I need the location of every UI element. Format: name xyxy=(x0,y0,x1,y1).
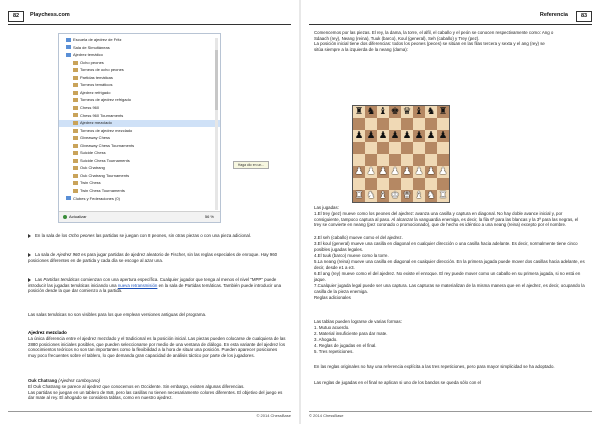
folder-icon xyxy=(66,196,71,200)
tree-item-label: Escuela de ajedrez de Fritz xyxy=(73,37,122,42)
board-icon xyxy=(73,76,78,80)
black-pawn-icon: ♟ xyxy=(426,130,436,141)
board-square xyxy=(377,190,389,202)
white-pawn-icon: ♟ xyxy=(426,166,436,177)
tree-item-label: Torneos temáticos xyxy=(80,82,113,88)
black-pawn-icon: ♟ xyxy=(402,130,412,141)
white-bishop-icon: ♝ xyxy=(378,190,388,201)
white-knight-icon: ♞ xyxy=(426,190,436,201)
draw-rule: 3. Ahogado. xyxy=(314,337,338,342)
tree-item-label: Ajedrez temático xyxy=(73,52,103,58)
tree-item-label: Ocho peones xyxy=(80,59,104,65)
board-square xyxy=(413,106,425,118)
board-square xyxy=(377,130,389,142)
section-body-ouk-chatrang: El Ouk Chatrang se parece al ajedrez que conocemos en Occidente. Sin embargo, existen algunas diferencias. Las partidas se juegan en un tablero de 8x8, pero las casillas no tienen necesariamente colores diferentes. El objetivo del juego es dar mate al rey. El ahogado se considera tablas, como en nuestro ajedrez. xyxy=(28,384,283,401)
intro-paragraph: Comencemos por las piezas. El rey, la dama, la torre, el alfil, el caballo y el peón se conocen respectivamente como: Ang o Sdaach (rey), Neang (reina), Tuuk (barco), Koul (general), Seh (caballo) y Trey (pez). La posición inicial tiene dos diferencias: todos los peones (peces) se sitúan en las filas tercera y sexta y el ang (rey) se sitúa siempre a la izquierda de la neang (dama): xyxy=(314,30,554,53)
board-square xyxy=(377,142,389,154)
black-pawn-icon: ♟ xyxy=(414,130,424,141)
draw-rule: 1. Mutuo acuerdo. xyxy=(314,325,350,330)
tree-item[interactable] xyxy=(59,37,220,44)
tree-item[interactable] xyxy=(59,173,220,180)
board-icon xyxy=(73,68,78,72)
section-heading-ajedrez-mezclado: Ajedrez mezclado xyxy=(28,330,67,335)
board-icon xyxy=(73,121,78,125)
tree-item-label: Twin Chess Tournaments xyxy=(80,188,125,193)
tree-item[interactable] xyxy=(59,150,220,157)
tree-item[interactable] xyxy=(59,196,220,203)
black-queen-icon: ♛ xyxy=(402,106,412,117)
draw-rule: 4. Reglas de jugadas en el final. xyxy=(314,343,377,348)
tree-item[interactable] xyxy=(59,82,220,89)
white-rook-icon: ♜ xyxy=(354,190,364,201)
board-square xyxy=(377,154,389,166)
board-square xyxy=(437,190,449,202)
bullet-partidas-tematicas: Las Partidas temáticas comienzan con una apertura específica. Cualquier jugador que tenga al menos el nivel "MPP" puede introducir las jugadas temáticas iniciando una nueva retransmisión en la sala de Partidas temáticas. También puede introducir una posición desde la que dar comienzo a la partida. xyxy=(28,277,282,294)
tree-item[interactable] xyxy=(59,128,220,135)
tree-item[interactable] xyxy=(59,180,220,187)
refresh-label[interactable]: Actualizar xyxy=(69,214,87,219)
board-square xyxy=(425,166,437,178)
board-icon xyxy=(73,151,78,155)
board-square xyxy=(437,118,449,130)
board-square xyxy=(353,154,365,166)
refresh-icon[interactable] xyxy=(63,215,67,219)
section-body-ajedrez-mezclado: La única diferencia entre el ajedrez mezclado y el tradicional es la posición inicial. Las piezas pueden colocarse de cualquiera de las 2880 posiciones iniciales posibles, que pueden seleccionarse por medio de una ventana de diálogo. En esta variante del ajedrez los conocimientos teóricos no son tan importantes como la flexibilidad a la hora de situar una posición. Pueden aparecer posiciones muy poco frecuentes sobre el tablero, lo que demanda gran capacidad de análisis táctico por parte de los jugadores. xyxy=(28,336,286,359)
tree-item-label: Ouk Chatrang xyxy=(80,165,105,171)
black-rook-icon: ♜ xyxy=(354,106,364,117)
board-icon xyxy=(73,144,78,148)
repetition-note: En las reglas originales no hay una referencia explícita a las tres repeticiones, pero para mayor simplicidad se ha adoptado. xyxy=(314,364,555,369)
white-bishop-icon: ♝ xyxy=(414,190,424,201)
board-square xyxy=(353,142,365,154)
tree-item[interactable] xyxy=(59,67,220,74)
tree-item-label: Chess 960 xyxy=(80,104,100,110)
board-square xyxy=(389,166,401,178)
white-queen-icon: ♛ xyxy=(402,190,412,201)
board-icon xyxy=(73,136,78,140)
board-square xyxy=(365,106,377,118)
tree-item-label: Ajedrez refrigado xyxy=(80,89,111,95)
board-icon xyxy=(73,181,78,185)
tree-tooltip: Haga clic en un... xyxy=(233,161,269,169)
black-knight-icon: ♞ xyxy=(426,106,436,117)
board-square xyxy=(437,142,449,154)
black-bishop-icon: ♝ xyxy=(378,106,388,117)
board-icon xyxy=(73,189,78,193)
board-square xyxy=(413,142,425,154)
endings-title: Las tablas pueden lograrse de varias formas: xyxy=(314,319,402,324)
tree-item-label: Partidas temáticas xyxy=(80,74,113,80)
board-square xyxy=(365,142,377,154)
board-square xyxy=(365,130,377,142)
board-icon xyxy=(73,166,78,170)
tree-item[interactable] xyxy=(59,105,220,112)
black-knight-icon: ♞ xyxy=(366,106,376,117)
tree-item-label: Suicide Chess xyxy=(80,150,106,156)
board-square xyxy=(365,178,377,190)
tree-scrollbar[interactable] xyxy=(215,38,218,210)
tree-item-label: Torneos de ocho peones xyxy=(80,67,124,73)
bullet-ajedrez-960: La sala de Ajedrez 960 es para jugar partidas de ajedrez aleatorio de Fischer, sin las reglas especiales de enroque. Hay 960 posiciones diferentes en de partida y cada día se escoge al azar una. xyxy=(28,252,278,263)
board-square xyxy=(389,142,401,154)
move-rule: 7.Cualquier jugada legal puede ser una captura. Las capturas se materializan de la misma manera que en el ajedrez, es decir, ocupando la casilla de la pieza enemiga. xyxy=(314,283,585,294)
board-square xyxy=(353,130,365,142)
move-rule: 6.El ang (rey) mueve como el del ajedrez. No existe el enroque. El rey puede mover como un caballo en su primera jugada, si no está en jaque. xyxy=(314,271,581,282)
bullet-arrow-icon xyxy=(28,253,31,257)
tree-item-label: Torneos de ajedrez mezclado xyxy=(80,127,133,133)
black-king-icon: ♚ xyxy=(390,106,400,117)
status-percent: 56 % xyxy=(204,214,214,219)
board-square xyxy=(401,190,413,202)
right-page-header xyxy=(309,10,592,25)
tree-item[interactable] xyxy=(59,165,220,172)
bullet-arrow-icon xyxy=(28,278,31,282)
tree-item[interactable] xyxy=(59,97,220,104)
board-square xyxy=(425,142,437,154)
draw-rule: 5. Tres repeticiones. xyxy=(314,349,354,354)
board-square xyxy=(389,130,401,142)
left-page-header xyxy=(8,10,291,25)
board-square xyxy=(401,106,413,118)
tree-item[interactable] xyxy=(59,158,220,165)
board-square xyxy=(365,154,377,166)
white-pawn-icon: ♟ xyxy=(366,166,376,177)
folder-icon xyxy=(66,38,71,42)
board-icon xyxy=(73,83,78,87)
tree-item-label: Torneos de ajedrez refrigado xyxy=(80,97,131,103)
tree-item-label: Chess 960 Tournaments xyxy=(80,112,124,118)
board-icon xyxy=(73,106,78,110)
white-king-icon: ♚ xyxy=(390,190,400,201)
white-pawn-icon: ♟ xyxy=(378,166,388,177)
board-square xyxy=(365,118,377,130)
tree-item-label: Ouk Chatrang Tournaments xyxy=(80,172,130,178)
board-square xyxy=(353,166,365,178)
board-square xyxy=(425,190,437,202)
note-paragraph: Las salas temáticas no son visibles para los que emplean versiones antiguas del programa. xyxy=(28,312,207,317)
tree-item-label: Ajedrez mezclado xyxy=(80,120,112,126)
left-page-number: 82 xyxy=(8,11,24,22)
right-page-number: 83 xyxy=(576,11,592,22)
board-square xyxy=(377,166,389,178)
nueva-retransmision-link[interactable]: nueva retransmisión xyxy=(117,282,158,288)
room-tree-panel xyxy=(58,33,265,223)
tree-item-label: Giveaway Chess Tournaments xyxy=(80,142,135,148)
tree-item-label: Twin Chess xyxy=(80,180,101,186)
board-square xyxy=(425,154,437,166)
black-pawn-icon: ♟ xyxy=(378,130,388,141)
move-rule: Reglas adicionales xyxy=(314,295,351,300)
black-bishop-icon: ♝ xyxy=(414,106,424,117)
tree-item[interactable] xyxy=(59,45,220,52)
board-icon xyxy=(73,113,78,117)
board-square xyxy=(401,118,413,130)
board-square xyxy=(437,166,449,178)
move-rule: 1.El trey (pez) mueve como los peones del ajedrez: avanza una casilla y captura en diagonal. No hay doble avance inicial y, por consiguiente, tampoco captura al paso. Al alcanzar la vanguardia enemiga, es decir, la fila 6ª para las blancas y la 3ª para las negras, el trey se convierte en neang (pez coronado o promocionado), que de hecho es idéntico a una neang (reina) excepto por el nombre. xyxy=(314,211,579,228)
tree-item[interactable] xyxy=(59,60,220,67)
board-square xyxy=(413,190,425,202)
tree-item-label: Clubes y Federaciones (0) xyxy=(73,195,120,201)
tree-item[interactable] xyxy=(59,135,220,142)
board-square xyxy=(401,142,413,154)
tree-item-label: Giveaway Chess xyxy=(80,135,111,141)
board-square xyxy=(365,166,377,178)
tree-item[interactable] xyxy=(59,75,220,82)
moves-title: Las jugadas: xyxy=(314,205,339,210)
white-pawn-icon: ♟ xyxy=(438,166,448,177)
board-square xyxy=(401,166,413,178)
board-square xyxy=(365,190,377,202)
tree-status-bar xyxy=(59,211,220,222)
final-note: Las reglas de jugadas en el final se aplican si uno de los bandos se queda sólo con el xyxy=(314,380,481,385)
bullet-ocho-peones: En la sala de los Ocho peones las partidas se juegan con 8 peones, sin otras piezas o con una pieza adicional. xyxy=(28,233,286,239)
board-icon xyxy=(73,91,78,95)
board-square xyxy=(389,178,401,190)
board-square xyxy=(389,106,401,118)
section-heading-ouk-chatrang: Ouk Chatrang (Ajedrez camboyano) xyxy=(28,378,100,383)
move-rule: 4.El tuuk (barco) mueve como la torre. xyxy=(314,253,389,258)
black-pawn-icon: ♟ xyxy=(438,130,448,141)
board-square xyxy=(425,118,437,130)
move-rule: 5.La neang (reina) mueve una casilla en diagonal en cualquier dirección. En la primera jugada puede mover dos casillas hacia adelante, es decir, desde e1 a e3. xyxy=(314,259,585,270)
board-square xyxy=(353,178,365,190)
black-pawn-icon: ♟ xyxy=(366,130,376,141)
board-square xyxy=(353,106,365,118)
board-icon xyxy=(73,159,78,163)
board-square xyxy=(413,166,425,178)
board-square xyxy=(413,118,425,130)
tree-item[interactable] xyxy=(59,52,220,59)
board-square xyxy=(353,190,365,202)
tree-item[interactable] xyxy=(59,188,220,195)
board-square xyxy=(437,178,449,190)
board-square xyxy=(389,154,401,166)
board-square xyxy=(437,130,449,142)
board-icon xyxy=(73,98,78,102)
folder-icon xyxy=(66,53,71,57)
tree-item[interactable] xyxy=(59,90,220,97)
board-square xyxy=(413,130,425,142)
board-square xyxy=(377,118,389,130)
folder-icon xyxy=(66,45,71,49)
right-page xyxy=(301,0,600,424)
tree-item-label: Suicide Chess Tournaments xyxy=(80,157,130,163)
board-icon xyxy=(73,61,78,65)
white-pawn-icon: ♟ xyxy=(414,166,424,177)
left-page xyxy=(0,0,299,424)
tree-item-label: Sala de Simultáneas xyxy=(73,44,110,50)
white-pawn-icon: ♟ xyxy=(390,166,400,177)
black-rook-icon: ♜ xyxy=(438,106,448,117)
board-square xyxy=(413,154,425,166)
move-rule: 2.El seh (caballo) mueve como el del ajedrez. xyxy=(314,235,403,240)
draw-rule: 2. Material insuficiente para dar mate. xyxy=(314,331,388,336)
tree-item[interactable] xyxy=(59,113,220,120)
board-square xyxy=(425,178,437,190)
black-pawn-icon: ♟ xyxy=(354,130,364,141)
board-icon xyxy=(73,129,78,133)
board-square xyxy=(353,118,365,130)
board-square xyxy=(377,178,389,190)
board-square xyxy=(377,106,389,118)
board-square xyxy=(401,178,413,190)
black-pawn-icon: ♟ xyxy=(390,130,400,141)
board-square xyxy=(401,130,413,142)
white-rook-icon: ♜ xyxy=(438,190,448,201)
right-footer: © 2014 ChessBase xyxy=(309,411,592,418)
bullet-arrow-icon xyxy=(28,234,31,238)
board-square xyxy=(389,190,401,202)
move-rule: 3.El koul (general) mueve una casilla en diagonal en cualquier dirección o una casilla hacia adelante. Es decir, normalmente tiene cinco posibles jugadas legales. xyxy=(314,241,578,252)
tree-scrollbar-thumb[interactable] xyxy=(215,50,218,110)
board-square xyxy=(425,106,437,118)
right-header-title: Referencia xyxy=(539,12,568,18)
board-icon xyxy=(73,174,78,178)
tree-item[interactable] xyxy=(59,120,220,127)
board-square xyxy=(401,154,413,166)
board-square xyxy=(425,130,437,142)
board-square xyxy=(389,118,401,130)
left-footer: © 2014 ChessBase xyxy=(8,411,291,418)
white-pawn-icon: ♟ xyxy=(354,166,364,177)
white-pawn-icon: ♟ xyxy=(402,166,412,177)
chess-board xyxy=(352,105,450,203)
board-square xyxy=(437,106,449,118)
board-square xyxy=(413,178,425,190)
board-square xyxy=(437,154,449,166)
left-header-title: Playchess.com xyxy=(30,12,70,18)
tree-item[interactable] xyxy=(59,143,220,150)
white-knight-icon: ♞ xyxy=(366,190,376,201)
